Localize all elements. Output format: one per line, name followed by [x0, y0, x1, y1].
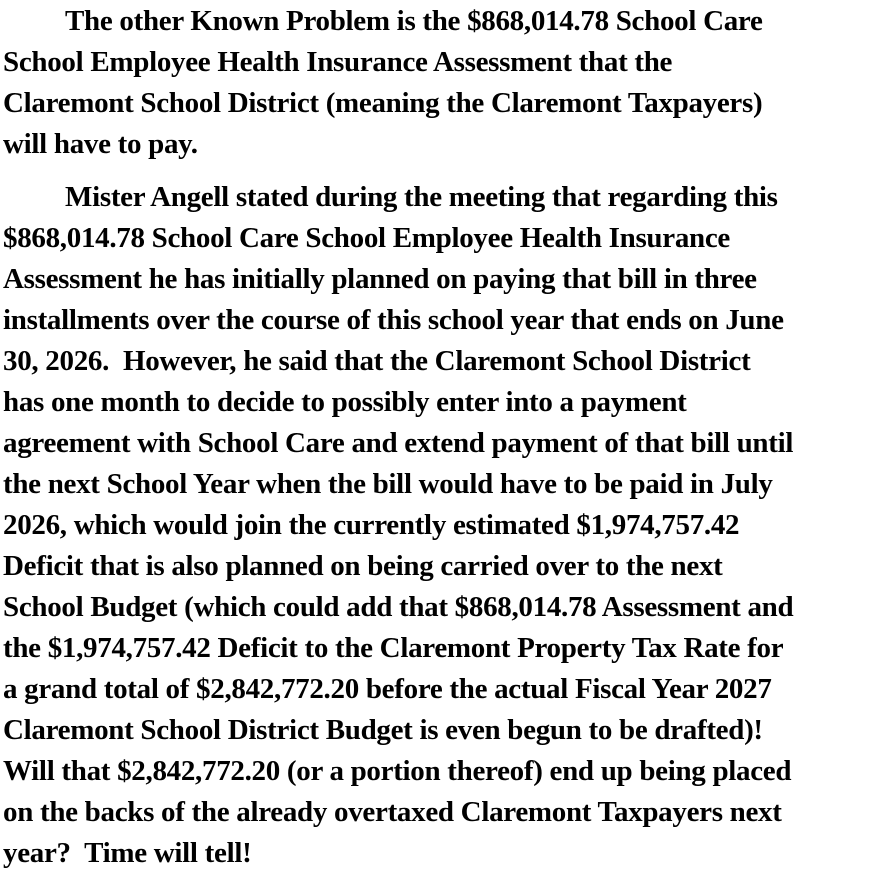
document-body	[3, 1, 878, 874]
text-line: year? Time will tell!	[3, 837, 252, 869]
paragraph	[3, 177, 878, 874]
text-line: School Budget (which could add that $868,014.78 Assessment and	[3, 591, 794, 623]
text-line: Claremont School District (meaning the Claremont Taxpayers)	[3, 87, 763, 119]
text-line: The other Known Problem is the $868,014.78 School Care	[65, 5, 763, 37]
text-line: 2026, which would join the currently estimated $1,974,757.42	[3, 509, 740, 541]
text-line: a grand total of $2,842,772.20 before the actual Fiscal Year 2027	[3, 673, 772, 705]
text-line: $868,014.78 School Care School Employee Health Insurance	[3, 222, 731, 254]
text-line: will have to pay.	[3, 128, 198, 160]
text-line: Claremont School District Budget is even begun to be drafted)!	[3, 714, 763, 746]
text-line: the next School Year when the bill would have to be paid in July	[3, 468, 773, 500]
text-line: has one month to decide to possibly enter into a payment	[3, 386, 687, 418]
text-line: on the backs of the already overtaxed Claremont Taxpayers next	[3, 796, 782, 828]
text-line: Will that $2,842,772.20 (or a portion thereof) end up being placed	[3, 755, 792, 787]
text-line: the $1,974,757.42 Deficit to the Claremont Property Tax Rate for	[3, 632, 784, 664]
text-line: agreement with School Care and extend payment of that bill until	[3, 427, 794, 459]
text-line: School Employee Health Insurance Assessment that the	[3, 46, 673, 78]
text-line: Deficit that is also planned on being carried over to the next	[3, 550, 723, 582]
paragraph	[3, 1, 878, 165]
text-line: installments over the course of this school year that ends on June	[3, 304, 784, 336]
text-line: Mister Angell stated during the meeting that regarding this	[65, 181, 778, 213]
text-line: Assessment he has initially planned on paying that bill in three	[3, 263, 757, 295]
text-line: 30, 2026. However, he said that the Claremont School District	[3, 345, 751, 377]
